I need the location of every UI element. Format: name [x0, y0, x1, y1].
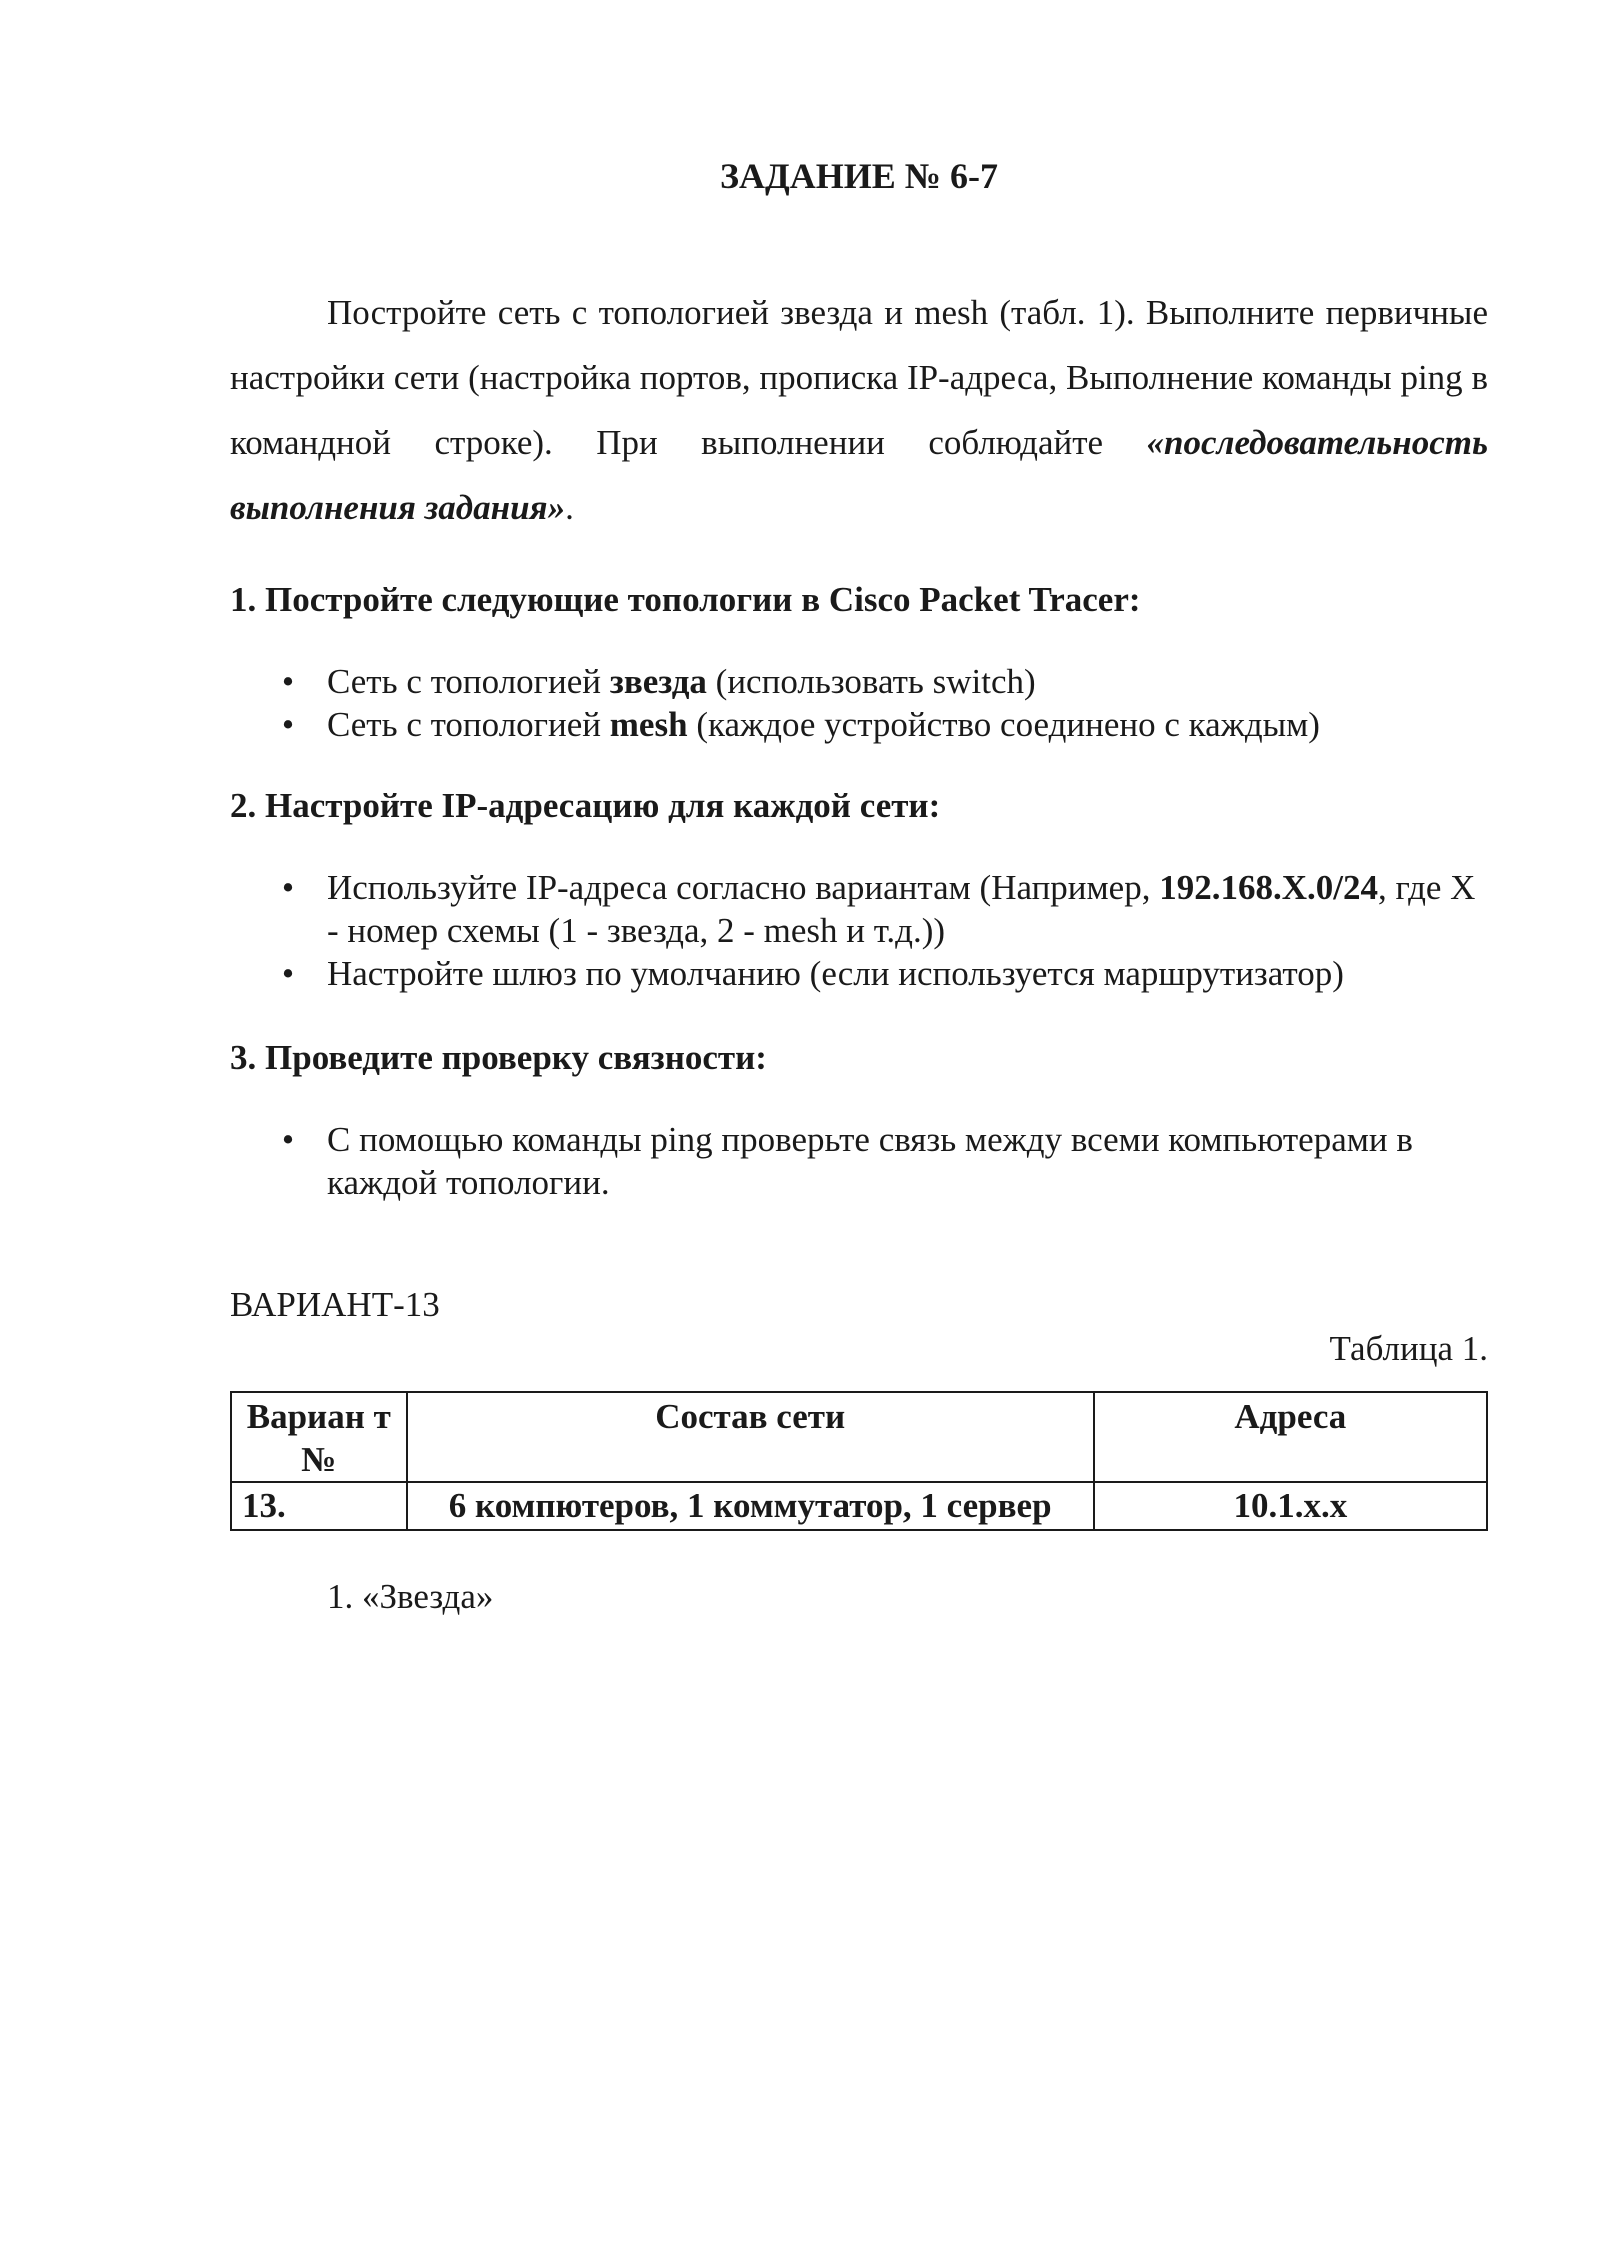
- list-item-bold: звезда: [609, 662, 707, 701]
- list-item: [230, 660, 1488, 703]
- bullet-icon: •: [281, 705, 295, 744]
- section-list-3: [230, 1118, 1488, 1204]
- list-item: [230, 952, 1488, 995]
- bullet-icon: •: [281, 868, 295, 907]
- sub-item: 1. «Звезда»: [327, 1577, 494, 1616]
- list-item-bold: 192.168.X.0/24: [1159, 868, 1378, 907]
- list-item: [230, 703, 1488, 746]
- document-page: [230, 0, 1488, 2262]
- list-item-text-end: (каждое устройство соединено с каждым): [687, 705, 1320, 744]
- bullet-icon: •: [281, 1120, 295, 1159]
- table-row: [231, 1482, 1487, 1530]
- table-header-cell: Вариан т №: [231, 1392, 407, 1482]
- list-item-text: Используйте IP-адреса согласно вариантам (Например,: [327, 868, 1160, 907]
- table-header-cell: Адреса: [1094, 1392, 1487, 1482]
- variant-label: ВАРИАНТ-13: [230, 1285, 440, 1324]
- section-heading-3: 3. Проведите проверку связности:: [230, 1038, 767, 1077]
- table-caption: Таблица 1.: [1329, 1329, 1488, 1368]
- bullet-icon: •: [281, 662, 295, 701]
- list-item-text: Настройте шлюз по умолчанию (если используется маршрутизатор): [327, 954, 1344, 993]
- table-cell: 13.: [231, 1482, 407, 1530]
- intro-text: Постройте сеть с топологией звезда и mesh (табл. 1). Выполните первичные настройки сети (настройка портов, прописка IP-адреса, Выполнение команды ping в командной строке). При выполнении соблюдайте: [230, 293, 1488, 462]
- table-header-cell: Состав сети: [407, 1392, 1094, 1482]
- list-item-text: Сеть с топологией: [327, 662, 610, 701]
- intro-emphasis: «последовательность выполнения задания»: [230, 423, 1488, 527]
- table-cell: 10.1.x.x: [1094, 1482, 1487, 1530]
- section-heading-2: 2. Настройте IP-адресацию для каждой сети:: [230, 786, 941, 825]
- list-item-text: С помощью команды ping проверьте связь между всеми компьютерами в каждой топологии.: [327, 1120, 1413, 1202]
- bullet-icon: •: [281, 954, 295, 993]
- table-header-row: [231, 1392, 1487, 1482]
- page-title: ЗАДАНИЕ № 6-7: [720, 156, 998, 196]
- intro-end: .: [565, 488, 574, 527]
- section-list-1: [230, 660, 1488, 746]
- intro-paragraph: [230, 280, 1488, 540]
- list-item: [230, 1118, 1488, 1204]
- variant-table: [230, 1391, 1488, 1531]
- section-list-2: [230, 866, 1488, 995]
- list-item-text-end: (использовать switch): [706, 662, 1036, 701]
- section-heading-1: 1. Постройте следующие топологии в Cisco Packet Tracer:: [230, 580, 1141, 619]
- table-cell: 6 компютеров, 1 коммутатор, 1 сервер: [407, 1482, 1094, 1530]
- list-item-text-end: , где X - номер схемы (1 - звезда, 2 - mesh и т.д.)): [327, 868, 1476, 950]
- list-item-text: Сеть с топологией: [327, 705, 610, 744]
- list-item: [230, 866, 1488, 952]
- list-item-bold: mesh: [609, 705, 688, 744]
